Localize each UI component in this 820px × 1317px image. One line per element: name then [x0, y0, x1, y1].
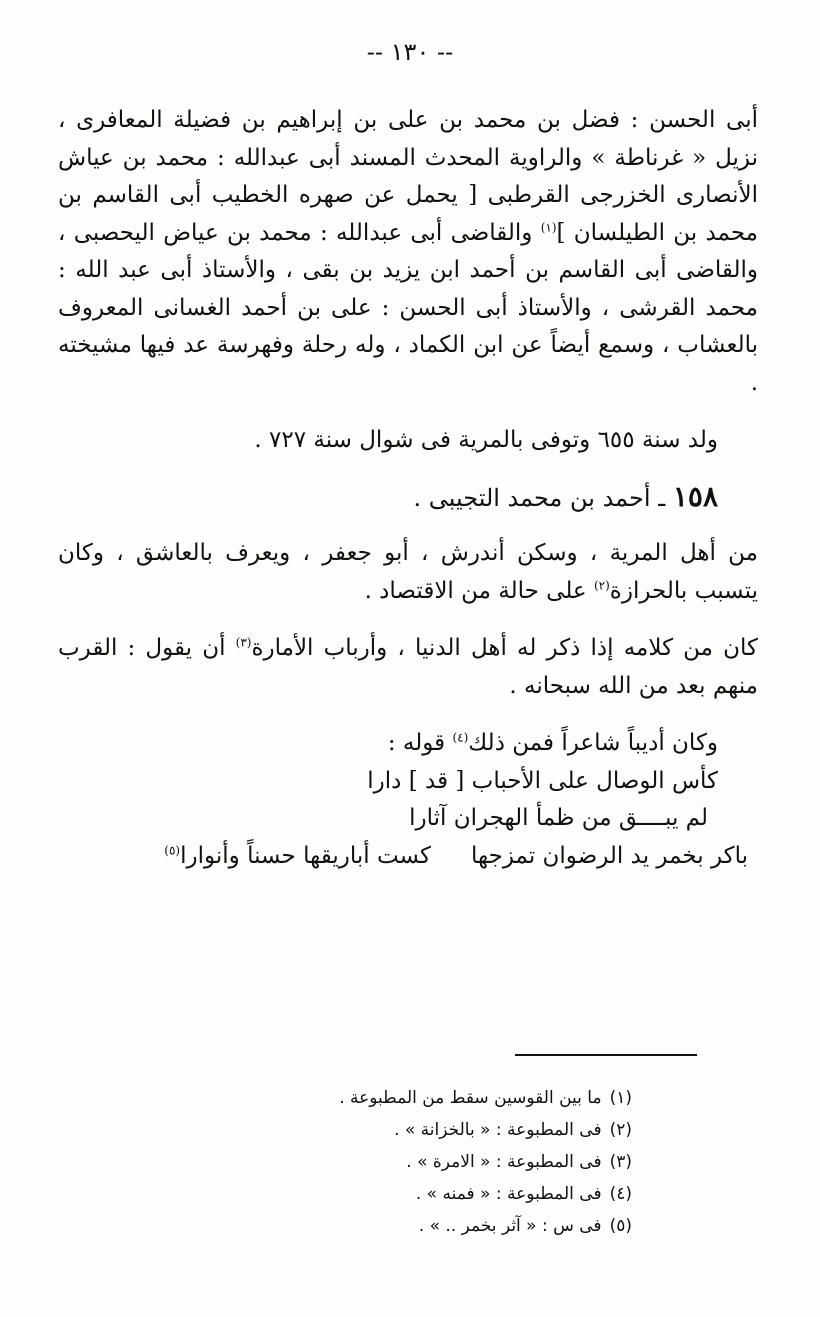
footnote-text: فى المطبوعة : « الامرة » .: [406, 1152, 602, 1172]
poet-intro: [58, 725, 758, 763]
poem: [58, 763, 758, 876]
footnote-text: فى المطبوعة : « بالخزانة » .: [394, 1120, 602, 1140]
main-text: [58, 102, 758, 875]
footnote-number: (٢): [609, 1120, 632, 1140]
bio-paragraph-1: [58, 535, 758, 610]
scholars-text-cont: والقاضى أبى عبدالله : محمد بن عياض اليحصبى ، والقاضى أبى القاسم بن أحمد ابن يزيد بن بقى ، والأستاذ أبى عبد الله : محمد القرشى ، والأستاذ أبى الحسن : على بن أحمد الغسانى المعروف بالعشاب ، وسمع أيضاً عن ابن الكماد ، وله رحلة وفهرسة عد فيها مشيخته .: [58, 219, 758, 396]
scholars-text: أبى الحسن : فضل بن محمد بن على بن إبراهيم بن فضيلة المعافرى ، نزيل « غرناطة » والراوية المحدث المسند أبى عبدالله : محمد بن عياش الأنصارى الخزرجى القرطبى [ يحمل عن صهره الخطيب أبى القاسم بن محمد بن الطيلسان ]: [58, 107, 758, 246]
footnote-number: (١): [609, 1088, 632, 1108]
entry-name: ـ أحمد بن محمد التجيبى .: [413, 483, 666, 512]
footnote-2: [172, 1114, 632, 1146]
poet-intro-text: وكان أديباً شاعراً فمن ذلك: [468, 730, 718, 756]
bio-text-2b: أن يقول : القرب منهم بعد من الله سبحانه .: [58, 635, 758, 699]
bio-paragraph-2: [58, 630, 758, 705]
footnote-text: فى س : « آثر بخمر .. » .: [418, 1216, 602, 1236]
bio-text-1a: من أهل المرية ، وسكن أندرش ، أبو جعفر ، ويعرف بالعاشق ، وكان يتسبب بالحرازة: [58, 540, 758, 604]
footnote-text: ما بين القوسين سقط من المطبوعة .: [339, 1088, 602, 1108]
entry-number: ١٥٨: [672, 479, 718, 513]
footnote-number: (٣): [609, 1152, 632, 1172]
verse-line-3: [58, 838, 758, 876]
footnote-4: [172, 1178, 632, 1210]
footnote-ref-1: (١): [540, 219, 557, 234]
footnote-number: (٤): [609, 1184, 632, 1204]
bio-text-1b: على حالة من الاقتصاد .: [364, 577, 594, 604]
poet-intro-text-b: قوله :: [387, 730, 453, 756]
footnote-ref-5: (٥): [164, 842, 181, 857]
footnote-ref-4: (٤): [452, 730, 469, 745]
verse-hemistich-a: باكر بخمر يد الرضوان تمزجها: [471, 842, 748, 869]
footnote-5: [172, 1210, 632, 1242]
footnote-ref-3: (٣): [235, 635, 252, 650]
footnote-ref-2: (٢): [593, 577, 610, 592]
footnote-text: فى المطبوعة : « فمنه » .: [415, 1184, 602, 1204]
footnote-separator: [515, 1054, 697, 1056]
footnote-3: [172, 1146, 632, 1178]
footnote-number: (٥): [609, 1216, 632, 1236]
verse-line-1: كأس الوصال على الأحباب [ قد ] دارا: [367, 767, 718, 794]
page-number: -- ١٣٠ --: [366, 38, 454, 66]
verse-line-2: لم يبــــق من ظمأ الهجران آثارا: [409, 805, 708, 831]
birth-death-line: ولد سنة ٦٥٥ وتوفى بالمرية فى شوال سنة ٧٢٧ .: [254, 427, 718, 453]
entry-heading: [58, 478, 758, 518]
scholars-paragraph: [58, 102, 758, 402]
verse-hemistich-b: كست أباريقها حسناً وأنوارا: [180, 842, 431, 869]
bio-text-2a: كان من كلامه إذا ذكر له أهل الدنيا ، وأرباب الأمارة: [251, 635, 758, 661]
footnote-1: [172, 1082, 632, 1114]
footnotes: [172, 1082, 632, 1242]
